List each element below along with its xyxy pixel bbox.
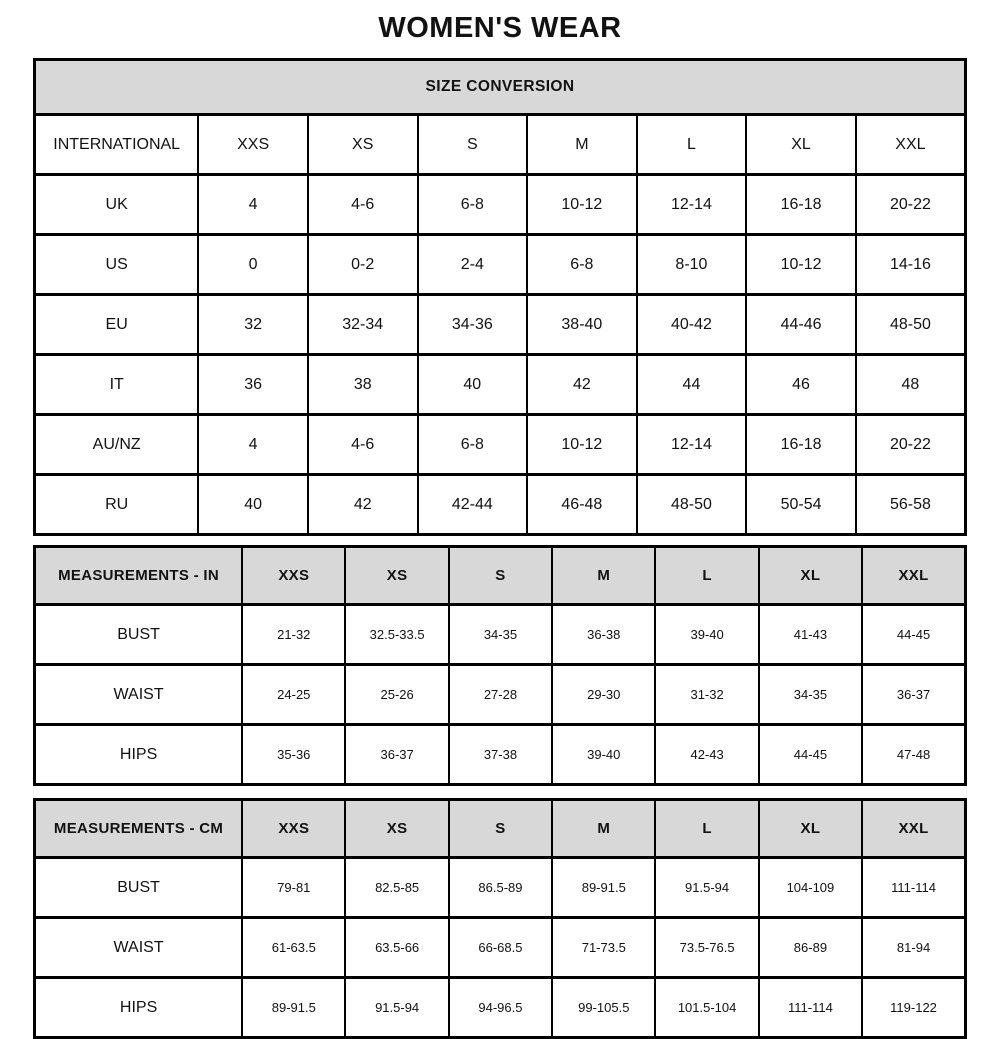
size-cell: 4 <box>198 175 308 235</box>
measure-cell: 119-122 <box>862 978 965 1038</box>
col-header-s: S <box>418 115 528 175</box>
measure-cell: 44-45 <box>759 725 862 785</box>
size-cell: 56-58 <box>856 475 966 535</box>
measurements-in-header-row <box>35 547 966 605</box>
page-title: WOMEN'S WEAR <box>378 12 622 44</box>
size-cell: 10-12 <box>527 175 637 235</box>
size-cell: 44 <box>637 355 747 415</box>
table-row-waist <box>35 665 966 725</box>
size-cell: 0 <box>198 235 308 295</box>
measure-cell: 39-40 <box>655 605 758 665</box>
size-cell: 6-8 <box>418 175 528 235</box>
col-header-l: L <box>655 547 758 605</box>
measure-cell: 71-73.5 <box>552 918 655 978</box>
col-header-m: M <box>552 547 655 605</box>
size-cell: 46 <box>746 355 856 415</box>
row-label: EU <box>35 295 199 355</box>
table-gap <box>33 786 967 798</box>
size-cell: 0-2 <box>308 235 418 295</box>
size-cell: 2-4 <box>418 235 528 295</box>
size-cell: 34-36 <box>418 295 528 355</box>
col-header-m: M <box>552 800 655 858</box>
size-cell: 10-12 <box>746 235 856 295</box>
measure-cell: 104-109 <box>759 858 862 918</box>
size-cell: 40 <box>198 475 308 535</box>
measure-cell: 101.5-104 <box>655 978 758 1038</box>
size-cell: 12-14 <box>637 175 747 235</box>
size-cell: 20-22 <box>856 175 966 235</box>
measure-cell: 34-35 <box>449 605 552 665</box>
col-header-xs: XS <box>345 800 448 858</box>
size-cell: 50-54 <box>746 475 856 535</box>
size-cell: 46-48 <box>527 475 637 535</box>
table-row-aunz <box>35 415 966 475</box>
row-label: BUST <box>35 605 243 665</box>
size-cell: 42 <box>527 355 637 415</box>
col-header-xl: XL <box>746 115 856 175</box>
size-cell: 40 <box>418 355 528 415</box>
measure-cell: 73.5-76.5 <box>655 918 758 978</box>
row-label: BUST <box>35 858 243 918</box>
size-cell: 48-50 <box>637 475 747 535</box>
measure-cell: 91.5-94 <box>655 858 758 918</box>
table-gap <box>33 536 967 545</box>
size-cell: 32-34 <box>308 295 418 355</box>
size-cell: 16-18 <box>746 415 856 475</box>
measure-cell: 31-32 <box>655 665 758 725</box>
measure-cell: 44-45 <box>862 605 965 665</box>
measure-cell: 29-30 <box>552 665 655 725</box>
size-cell: 38 <box>308 355 418 415</box>
row-label: RU <box>35 475 199 535</box>
size-cell: 6-8 <box>527 235 637 295</box>
size-chart-page <box>33 0 967 1039</box>
row-label: UK <box>35 175 199 235</box>
col-header-xxl: XXL <box>862 800 965 858</box>
col-header-xxl: XXL <box>856 115 966 175</box>
measure-cell: 61-63.5 <box>242 918 345 978</box>
size-cell: 4-6 <box>308 175 418 235</box>
col-header-xxl: XXL <box>862 547 965 605</box>
size-cell: 32 <box>198 295 308 355</box>
measure-cell: 111-114 <box>862 858 965 918</box>
row-label: HIPS <box>35 725 243 785</box>
measurements-in-heading: MEASUREMENTS - IN <box>35 547 243 605</box>
measurements-cm-table <box>33 798 967 1039</box>
size-cell: 36 <box>198 355 308 415</box>
table-row-waist <box>35 918 966 978</box>
table-row-bust <box>35 858 966 918</box>
size-cell: 10-12 <box>527 415 637 475</box>
size-cell: 42-44 <box>418 475 528 535</box>
measure-cell: 63.5-66 <box>345 918 448 978</box>
size-cell: 20-22 <box>856 415 966 475</box>
row-label: IT <box>35 355 199 415</box>
table-row-hips <box>35 978 966 1038</box>
size-cell: 12-14 <box>637 415 747 475</box>
measure-cell: 24-25 <box>242 665 345 725</box>
measure-cell: 39-40 <box>552 725 655 785</box>
measure-cell: 94-96.5 <box>449 978 552 1038</box>
measure-cell: 41-43 <box>759 605 862 665</box>
size-cell: 48-50 <box>856 295 966 355</box>
measure-cell: 79-81 <box>242 858 345 918</box>
table-row-bust <box>35 605 966 665</box>
measure-cell: 21-32 <box>242 605 345 665</box>
measure-cell: 99-105.5 <box>552 978 655 1038</box>
measure-cell: 66-68.5 <box>449 918 552 978</box>
measurements-in-table <box>33 545 967 786</box>
size-conversion-table <box>33 58 967 536</box>
measure-cell: 89-91.5 <box>242 978 345 1038</box>
row-label: WAIST <box>35 665 243 725</box>
size-cell: 38-40 <box>527 295 637 355</box>
table-row-it <box>35 355 966 415</box>
size-cell: 8-10 <box>637 235 747 295</box>
measure-cell: 36-37 <box>862 665 965 725</box>
column-header-row <box>35 115 966 175</box>
measure-cell: 36-38 <box>552 605 655 665</box>
table-row-uk <box>35 175 966 235</box>
row-label: US <box>35 235 199 295</box>
col-header-xs: XS <box>345 547 448 605</box>
row-label: HIPS <box>35 978 243 1038</box>
measure-cell: 82.5-85 <box>345 858 448 918</box>
size-cell: 4-6 <box>308 415 418 475</box>
size-conversion-heading: SIZE CONVERSION <box>35 60 966 115</box>
measure-cell: 91.5-94 <box>345 978 448 1038</box>
table-row-ru <box>35 475 966 535</box>
col-header-xs: XS <box>308 115 418 175</box>
col-header-l: L <box>637 115 747 175</box>
measure-cell: 47-48 <box>862 725 965 785</box>
col-header-xl: XL <box>759 800 862 858</box>
table-row-hips <box>35 725 966 785</box>
measure-cell: 37-38 <box>449 725 552 785</box>
measure-cell: 25-26 <box>345 665 448 725</box>
measure-cell: 27-28 <box>449 665 552 725</box>
col-header-xxs: XXS <box>242 800 345 858</box>
table-row-us <box>35 235 966 295</box>
col-header-xxs: XXS <box>198 115 308 175</box>
col-header-l: L <box>655 800 758 858</box>
col-header-s: S <box>449 547 552 605</box>
measure-cell: 86-89 <box>759 918 862 978</box>
size-cell: 44-46 <box>746 295 856 355</box>
size-cell: 4 <box>198 415 308 475</box>
size-cell: 16-18 <box>746 175 856 235</box>
measure-cell: 36-37 <box>345 725 448 785</box>
measure-cell: 34-35 <box>759 665 862 725</box>
col-header-xxs: XXS <box>242 547 345 605</box>
size-cell: 14-16 <box>856 235 966 295</box>
measure-cell: 42-43 <box>655 725 758 785</box>
row-label: WAIST <box>35 918 243 978</box>
table-row-eu <box>35 295 966 355</box>
size-cell: 40-42 <box>637 295 747 355</box>
size-cell: 6-8 <box>418 415 528 475</box>
measure-cell: 86.5-89 <box>449 858 552 918</box>
measure-cell: 111-114 <box>759 978 862 1038</box>
size-cell: 42 <box>308 475 418 535</box>
col-header-m: M <box>527 115 637 175</box>
size-conversion-title-row <box>35 60 966 115</box>
measure-cell: 89-91.5 <box>552 858 655 918</box>
measure-cell: 81-94 <box>862 918 965 978</box>
measurements-cm-header-row <box>35 800 966 858</box>
measure-cell: 35-36 <box>242 725 345 785</box>
col-header-international: INTERNATIONAL <box>35 115 199 175</box>
size-cell: 48 <box>856 355 966 415</box>
col-header-xl: XL <box>759 547 862 605</box>
col-header-s: S <box>449 800 552 858</box>
measure-cell: 32.5-33.5 <box>345 605 448 665</box>
measurements-cm-heading: MEASUREMENTS - CM <box>35 800 243 858</box>
row-label: AU/NZ <box>35 415 199 475</box>
